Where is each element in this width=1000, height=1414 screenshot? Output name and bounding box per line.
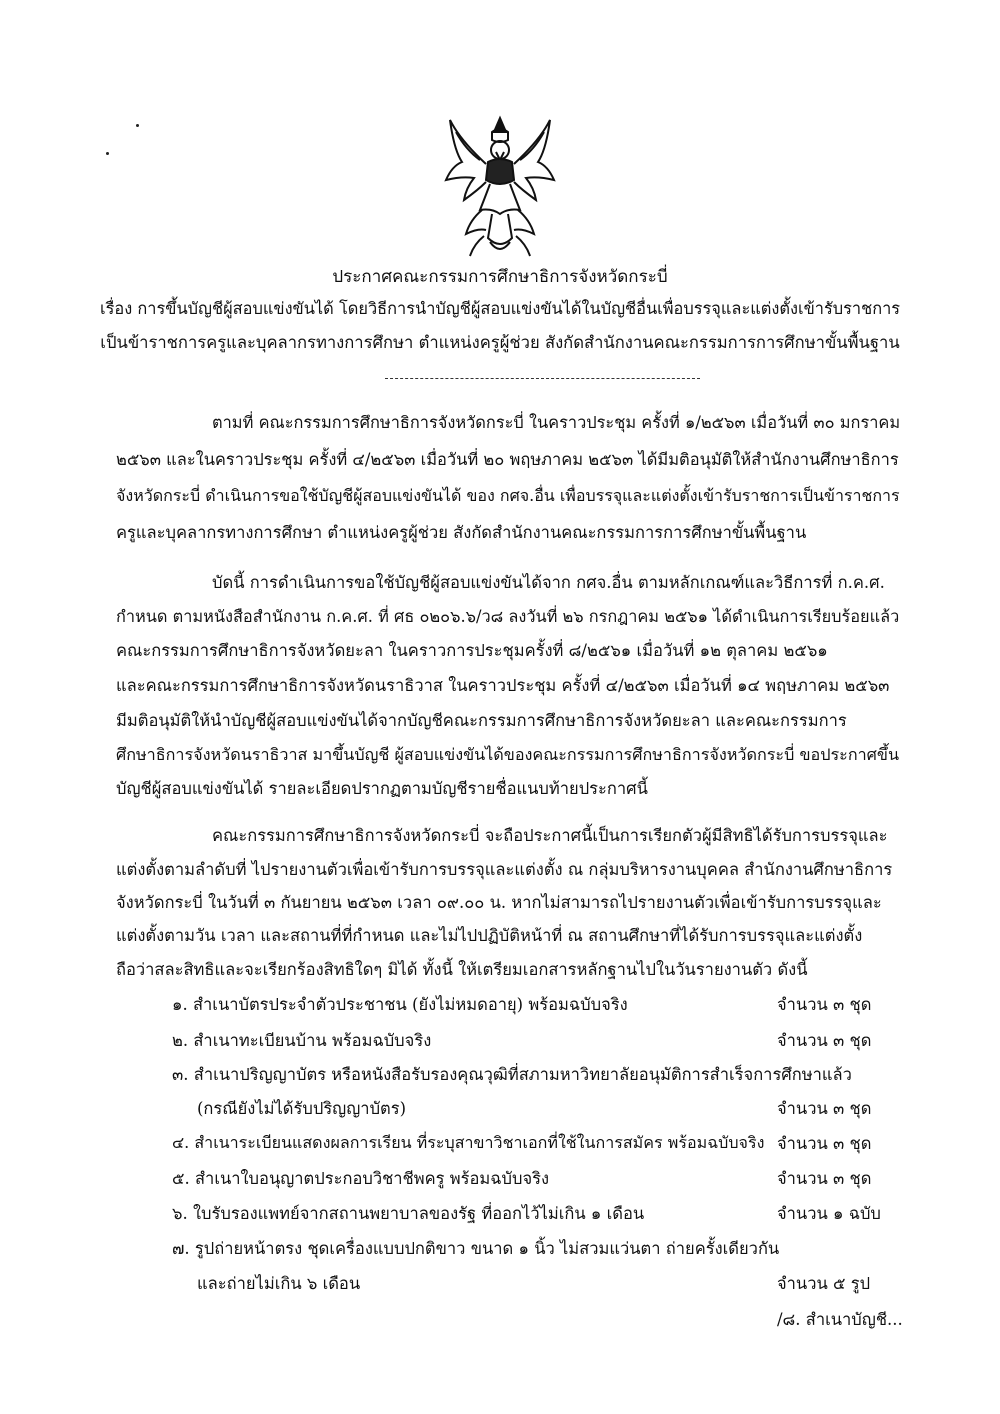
document-item: (กรณียังไม่ได้รับปริญญาบัตร) (197, 1099, 407, 1118)
paragraph-3-line: แต่งตั้งตามลำดับที่ ไปรายงานตัวเพื่อเข้ารับการบรรจุและแต่งตั้ง ณ กลุ่มบริหารงานบุคคล สำนักงานศึกษาธิการ (116, 860, 893, 879)
paragraph-3-line: แต่งตั้งตามวัน เวลา และสถานที่ที่กำหนด และไม่ไปปฏิบัติหน้าที่ ณ สถานศึกษาที่ได้รับการบรรจุและแต่งตั้ง (116, 926, 863, 945)
paragraph-3-line: ถือว่าสละสิทธิและจะเรียกร้องสิทธิใดๆ มิได้ ทั้งนี้ ให้เตรียมเอกสารหลักฐานไปในวันรายงานตัว ดังนี้ (116, 960, 808, 979)
document-item: ๗. รูปถ่ายหน้าตรง ชุดเครื่องแบบปกติขาว ขนาด ๑ นิ้ว ไม่สวมแว่นตา ถ่ายครั้งเดียวกัน (172, 1239, 780, 1258)
document-quantity: จำนวน ๓ ชุด (777, 1134, 872, 1153)
separator-rule (385, 378, 700, 379)
document-item: ๑. สำเนาบัตรประจำตัวประชาชน (ยังไม่หมดอายุ) พร้อมฉบับจริง (172, 995, 628, 1014)
paragraph-2-line: และคณะกรรมการศึกษาธิการจังหวัดนราธิวาส ในคราวประชุม ครั้งที่ ๔/๒๕๖๓ เมื่อวันที่ ๑๔ พฤษภาคม ๒๕๖๓ (116, 676, 890, 695)
document-quantity: จำนวน ๓ ชุด (777, 1169, 872, 1188)
document-item: ๓. สำเนาปริญญาบัตร หรือหนังสือรับรองคุณวุฒิที่สภามหาวิทยาลัยอนุมัติการสำเร็จการศึกษาแล้ว (172, 1065, 852, 1084)
paragraph-2-line: กำหนด ตามหนังสือสำนักงาน ก.ค.ศ. ที่ ศธ ๐๒๐๖.๖/ว๘ ลงวันที่ ๒๖ กรกฎาคม ๒๕๖๑ ได้ดำเนินการเรียบร้อยแล้ว (116, 607, 900, 626)
subject-line-2: เป็นข้าราชการครูและบุคลากรทางการศึกษา ตำแหน่งครูผู้ช่วย สังกัดสำนักงานคณะกรรมการการศึกษาขั้นพื้นฐาน (100, 333, 900, 352)
paragraph-1-line: จังหวัดกระบี่ ดำเนินการขอใช้บัญชีผู้สอบแข่งขันได้ ของ กศจ.อื่น เพื่อบรรจุและแต่งตั้งเข้ารับราชการเป็นข้าราชการ (116, 486, 900, 505)
document-quantity: จำนวน ๓ ชุด (777, 1099, 872, 1118)
paragraph-2-line: มีมติอนุมัติให้นำบัญชีผู้สอบแข่งขันได้จากบัญชีคณะกรรมการศึกษาธิการจังหวัดยะลา และคณะกรรมการ (116, 711, 847, 730)
paragraph-1-line: ตามที่ คณะกรรมการศึกษาธิการจังหวัดกระบี่ ในคราวประชุม ครั้งที่ ๑/๒๕๖๓ เมื่อวันที่ ๓๐ มกราคม (212, 413, 901, 432)
paragraph-1-line: ๒๕๖๓ และในคราวประชุม ครั้งที่ ๔/๒๕๖๓ เมื่อวันที่ ๒๐ พฤษภาคม ๒๕๖๓ ได้มีมติอนุมัติให้สำนักงานศึกษาธิการ (116, 450, 899, 469)
scan-speck (106, 152, 109, 155)
document-item: และถ่ายไม่เกิน ๖ เดือน (197, 1274, 361, 1293)
document-item: ๖. ใบรับรองแพทย์จากสถานพยาบาลของรัฐ ที่ออกไว้ไม่เกิน ๑ เดือน (172, 1204, 645, 1223)
subject-line-1: เรื่อง การขึ้นบัญชีผู้สอบแข่งขันได้ โดยวิธีการนำบัญชีผู้สอบแข่งขันได้ในบัญชีอื่นเพื่อบรรจุและแต่งตั้งเข้ารับราชการ (100, 299, 901, 318)
paragraph-2-line: คณะกรรมการศึกษาธิการจังหวัดยะลา ในคราวการประชุมครั้งที่ ๘/๒๕๖๑ เมื่อวันที่ ๑๒ ตุลาคม ๒๕๖๑ (116, 641, 828, 660)
announcement-title: ประกาศคณะกรรมการศึกษาธิการจังหวัดกระบี่ (332, 267, 668, 287)
paragraph-1-line: ครูและบุคลากรทางการศึกษา ตำแหน่งครูผู้ช่วย สังกัดสำนักงานคณะกรรมการการศึกษาขั้นพื้นฐาน (116, 523, 807, 542)
paragraph-2-line: บัญชีผู้สอบแข่งขันได้ รายละเอียดปรากฏตามบัญชีรายชื่อแนบท้ายประกาศนี้ (116, 779, 648, 798)
document-item: ๕. สำเนาใบอนุญาตประกอบวิชาชีพครู พร้อมฉบับจริง (172, 1169, 550, 1188)
document-item: ๒. สำเนาทะเบียนบ้าน พร้อมฉบับจริง (172, 1031, 432, 1050)
garuda-emblem-icon (440, 110, 560, 260)
document-quantity: จำนวน ๑ ฉบับ (777, 1204, 881, 1223)
paragraph-2-line: บัดนี้ การดำเนินการขอใช้บัญชีผู้สอบแข่งขันได้จาก กศจ.อื่น ตามหลักเกณฑ์และวิธีการที่ ก.ค.ศ. (212, 573, 885, 592)
paragraph-3-line: จังหวัดกระบี่ ในวันที่ ๓ กันยายน ๒๕๖๓ เวลา ๐๙.๐๐ น. หากไม่สามารถไปรายงานตัวเพื่อเข้ารับการบรรจุและ (116, 893, 882, 912)
scan-speck (136, 124, 139, 127)
document-quantity: จำนวน ๕ รูป (777, 1274, 871, 1293)
paragraph-2-line: ศึกษาธิการจังหวัดนราธิวาส มาขึ้นบัญชี ผู้สอบแข่งขันได้ของคณะกรรมการศึกษาธิการจังหวัดกระบี่ ขอประกาศขึ้น (116, 745, 900, 764)
continuation-note: /๘. สำเนาบัญชี... (777, 1310, 903, 1329)
document-item: ๔. สำเนาระเบียนแสดงผลการเรียน ที่ระบุสาขาวิชาเอกที่ใช้ในการสมัคร พร้อมฉบับจริง (172, 1133, 765, 1152)
document-quantity: จำนวน ๓ ชุด (777, 995, 872, 1014)
document-quantity: จำนวน ๓ ชุด (777, 1031, 872, 1050)
paragraph-3-line: คณะกรรมการศึกษาธิการจังหวัดกระบี่ จะถือประกาศนี้เป็นการเรียกตัวผู้มีสิทธิได้รับการบรรจุและ (212, 826, 888, 845)
